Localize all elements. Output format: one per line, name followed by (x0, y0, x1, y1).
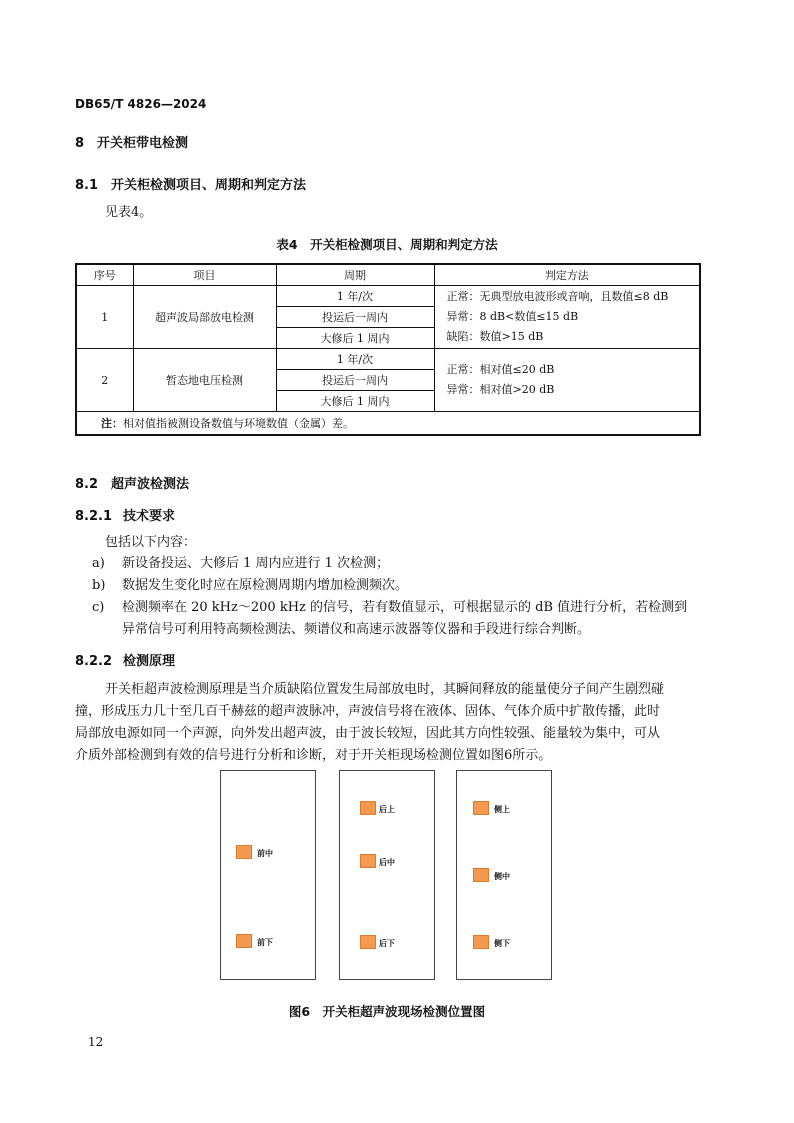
detection-marker (360, 854, 376, 868)
section-8-2-2-heading (75, 650, 175, 669)
paragraph-line: 介质外部检测到有效的信号进行分析和诊断，对于开关柜现场检测位置如图6所示。 (75, 748, 552, 763)
paragraph-line: 开关柜超声波检测原理是当介质缺陷位置发生局部放电时，其瞬间释放的能量使分子间产生剧烈碰 (105, 682, 665, 697)
section-title: 技术要求 (123, 509, 176, 524)
list-item-continuation: 异常信号可利用特高频检测法、频谱仪和高速示波器等仪器和手段进行综合判断。 (122, 622, 591, 637)
criteria-line: 异常：相对值>20 dB (446, 383, 555, 396)
row-criteria (434, 349, 700, 412)
row-period: 大修后 1 周内 (276, 391, 434, 412)
marker-label: 后中 (379, 858, 395, 867)
table-header-cell: 项目 (133, 264, 276, 286)
list-marker: a) (92, 556, 105, 571)
table-header-cell: 判定方法 (434, 264, 700, 286)
table-header-cell: 周期 (276, 264, 434, 286)
section-8-1-text: 见表4。 (105, 205, 153, 220)
table-row (76, 286, 700, 307)
list-marker: c) (92, 600, 105, 615)
detection-marker (236, 934, 252, 948)
section-title: 开关柜带电检测 (97, 136, 189, 151)
principle-paragraph (75, 679, 699, 767)
rear-panel (339, 770, 435, 980)
table-header-row (76, 264, 700, 286)
list-intro: 包括以下内容： (105, 535, 197, 550)
row-period: 投运后一周内 (276, 307, 434, 328)
list-item (92, 575, 712, 597)
section-8-2-1-heading (75, 505, 175, 524)
row-item: 暂态地电压检测 (133, 349, 276, 412)
list-item (92, 597, 712, 619)
paragraph-line: 局部放电源如同一个声源，向外发出超声波，由于波长较短，因此其方向性较强、能量较为集中，可从 (75, 726, 661, 741)
section-number: 8.2.2 (75, 654, 113, 669)
marker-label: 前中 (257, 849, 273, 858)
marker-label: 侧上 (494, 805, 510, 814)
detection-marker (473, 868, 489, 882)
row-period: 投运后一周内 (276, 370, 434, 391)
marker-label: 前下 (257, 938, 273, 947)
note-label: 注： (101, 417, 123, 430)
detection-marker (473, 801, 489, 815)
criteria-line: 异常：8 dB<数值≤15 dB (446, 310, 579, 323)
paragraph-line: 撞，形成压力几十至几百千赫兹的超声波脉冲，声波信号将在液体、固体、气体介质中扩散传播，此时 (75, 704, 661, 719)
section-number: 8.2.1 (75, 509, 113, 524)
table-note-row (76, 412, 700, 436)
list-item (92, 553, 712, 575)
section-title: 超声波检测法 (111, 477, 190, 492)
marker-label: 后下 (379, 939, 395, 948)
row-criteria (434, 286, 700, 349)
detection-marker (360, 935, 376, 949)
page-number: 12 (88, 1035, 104, 1049)
section-8-heading (75, 132, 188, 151)
section-title: 检测原理 (123, 654, 176, 669)
section-number: 8 (75, 136, 85, 151)
table-4-caption: 表4 开关柜检测项目、周期和判定方法 (276, 237, 498, 252)
table-row (76, 349, 700, 370)
section-number: 8.1 (75, 178, 99, 193)
table-note (76, 412, 700, 436)
row-period: 大修后 1 周内 (276, 328, 434, 349)
detection-marker (360, 801, 376, 815)
row-period: 1 年/次 (276, 349, 434, 370)
marker-label: 侧下 (494, 939, 510, 948)
row-number: 2 (76, 349, 133, 412)
list-marker: b) (92, 578, 106, 593)
criteria-line: 缺陷：数值>15 dB (446, 330, 544, 343)
section-8-2-heading (75, 473, 189, 492)
requirements-list (92, 553, 712, 641)
row-item: 超声波局部放电检测 (133, 286, 276, 349)
marker-label: 侧中 (494, 872, 510, 881)
list-text: 数据发生变化时应在原检测周期内增加检测频次。 (122, 578, 409, 593)
note-text: 相对值指被测设备数值与环境数值（金属）差。 (123, 417, 354, 430)
front-panel (220, 770, 316, 980)
row-number: 1 (76, 286, 133, 349)
detection-marker (473, 935, 489, 949)
list-text: 检测频率在 20 kHz～200 kHz 的信号，若有数值显示，可根据显示的 dB 值进行分析，若检测到 (122, 600, 688, 615)
side-panel (456, 770, 552, 980)
figure-6-caption: 图6 开关柜超声波现场检测位置图 (288, 1004, 486, 1019)
criteria-line: 正常：相对值≤20 dB (446, 363, 555, 376)
section-title: 开关柜检测项目、周期和判定方法 (111, 178, 307, 193)
table-header-cell: 序号 (76, 264, 133, 286)
document-code: DB65/T 4826—2024 (75, 97, 207, 111)
section-8-1-heading (75, 174, 306, 193)
row-period: 1 年/次 (276, 286, 434, 307)
table-4 (75, 263, 701, 436)
criteria-line: 正常：无典型放电波形或音响，且数值≤8 dB (446, 290, 669, 303)
detection-marker (236, 845, 252, 859)
marker-label: 后上 (379, 805, 395, 814)
section-number: 8.2 (75, 477, 99, 492)
list-text: 新设备投运、大修后 1 周内应进行 1 次检测； (122, 556, 390, 571)
